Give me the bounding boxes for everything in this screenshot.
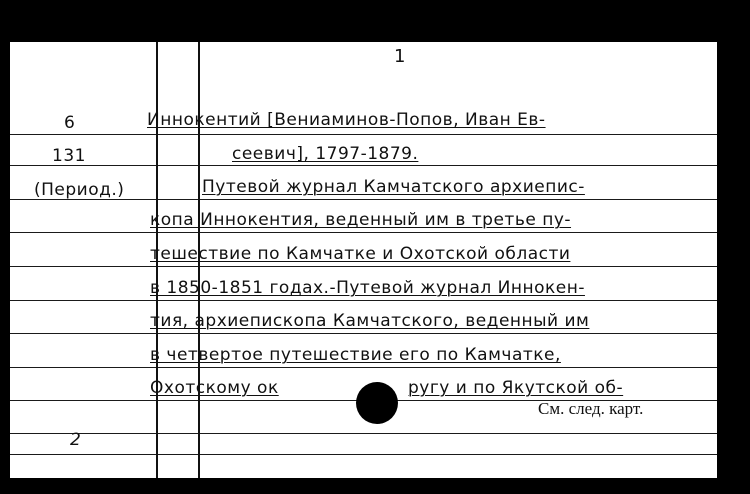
- period-note: (Период.): [34, 180, 125, 200]
- rule-line: [10, 232, 717, 233]
- rule-line: [10, 165, 717, 166]
- entry-line: тия, архиепископа Камчатского, веденный им: [150, 311, 590, 331]
- entry-line: тешествие по Камчатке и Охотской области: [150, 244, 571, 264]
- page-number: 1: [394, 46, 406, 67]
- entry-line: сеевич], 1797-1879.: [232, 144, 419, 164]
- card-number: 6: [64, 113, 76, 133]
- punch-hole: [356, 382, 398, 424]
- catalog-card: [10, 42, 717, 478]
- rule-line: [10, 300, 717, 301]
- entry-line: Иннокентий [Вениаминов-Попов, Иван Ев-: [147, 110, 546, 130]
- bottom-mark: 2: [70, 430, 82, 450]
- entry-line: в 1850-1851 годах.-Путевой журнал Иннокен-: [150, 278, 585, 298]
- rule-line: [10, 454, 717, 455]
- rule-line: [10, 433, 717, 434]
- shelf-mark: 131: [52, 146, 86, 166]
- rule-line: [10, 134, 717, 135]
- rule-line: [10, 266, 717, 267]
- entry-line: копа Иннокентия, веденный им в третье пу-: [150, 210, 572, 230]
- entry-line: ругу и по Якутской об-: [408, 378, 624, 398]
- rule-line: [10, 367, 717, 368]
- entry-line: Путевой журнал Камчатского архиепис-: [202, 177, 585, 197]
- continued-note: См. след. карт.: [538, 399, 644, 418]
- entry-line: Охотскому ок: [150, 378, 279, 398]
- entry-line: в четвертое путешествие его по Камчатке,: [150, 345, 561, 365]
- rule-line: [10, 333, 717, 334]
